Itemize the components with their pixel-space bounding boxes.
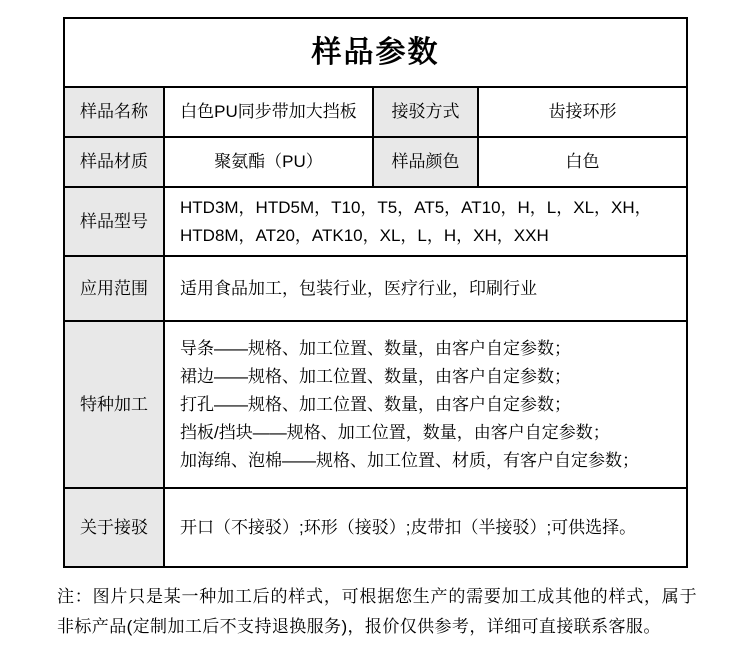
value-sample-name: 白色PU同步带加大挡板 <box>165 88 374 138</box>
label-sample-material: 样品材质 <box>65 138 165 188</box>
special-processing-line: 挡板/挡块——规格、加工位置，数量，由客户自定参数； <box>180 422 610 442</box>
table-title: 样品参数 <box>65 19 686 88</box>
label-application-scope: 应用范围 <box>65 257 165 322</box>
sample-parameters-table <box>63 17 688 568</box>
model-line: HTD8M，AT20，ATK10，XL，L，H，XH，XXH <box>180 225 549 245</box>
footnote-text: 注：图片只是某一种加工后的样式，可根据您生产的需要加工成其他的样式，属于非标产品(定制加工后不支持退换服务)，报价仅供参考，详细可直接联系客服。 <box>57 587 697 636</box>
special-processing-line: 加海绵、泡棉——规格、加工位置、材质，有客户自定参数； <box>180 450 639 470</box>
value-connection-method: 齿接环形 <box>479 88 686 138</box>
special-processing-line: 导条——规格、加工位置、数量，由客户自定参数； <box>180 338 571 358</box>
label-sample-color: 样品颜色 <box>374 138 479 188</box>
special-processing-line: 打孔——规格、加工位置、数量，由客户自定参数； <box>180 394 571 414</box>
value-sample-material: 聚氨酯（PU） <box>165 138 374 188</box>
label-about-joint: 关于接驳 <box>65 489 165 566</box>
value-special-processing <box>165 322 686 489</box>
value-about-joint: 开口（不接驳）;环形（接驳）;皮带扣（半接驳）;可供选择。 <box>180 517 637 537</box>
value-application-scope: 适用食品加工，包装行业，医疗行业，印刷行业 <box>165 257 686 322</box>
value-sample-color: 白色 <box>479 138 686 188</box>
label-connection-method: 接驳方式 <box>374 88 479 138</box>
label-sample-name: 样品名称 <box>65 88 165 138</box>
special-processing-line: 裙边——规格、加工位置、数量，由客户自定参数； <box>180 366 571 386</box>
value-sample-model <box>165 188 686 257</box>
model-line: HTD3M，HTD5M，T10，T5，AT5，AT10，H，L，XL，XH， <box>180 197 652 217</box>
label-special-processing: 特种加工 <box>65 322 165 489</box>
label-sample-model: 样品型号 <box>65 188 165 257</box>
